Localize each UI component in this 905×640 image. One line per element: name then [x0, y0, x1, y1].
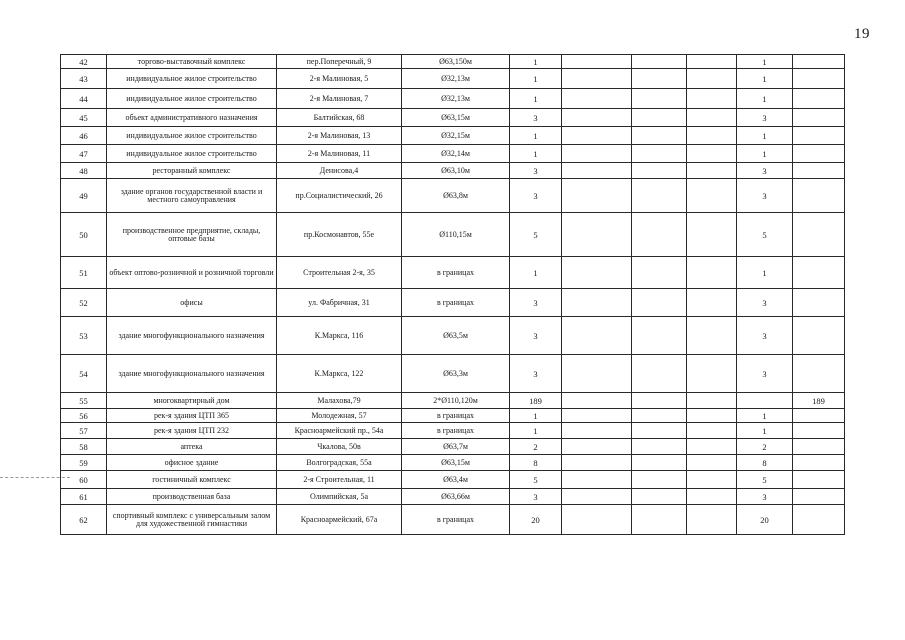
extra-value-cell — [793, 471, 845, 489]
table-row — [61, 127, 845, 145]
address-cell: пр.Космонавтов, 55е — [277, 213, 402, 257]
extra-value-cell — [793, 423, 845, 439]
empty-cell — [687, 89, 737, 109]
address-cell: К.Маркса, 116 — [277, 317, 402, 355]
table-row — [61, 69, 845, 89]
row-number-cell: 55 — [61, 393, 107, 409]
value-cell: 5 — [737, 471, 793, 489]
load-cell: 3 — [510, 317, 562, 355]
empty-cell — [562, 393, 632, 409]
empty-cell — [687, 145, 737, 163]
address-cell: пр.Социалистический, 26 — [277, 179, 402, 213]
object-type-cell: торгово-выставочный комплекс — [107, 55, 277, 69]
extra-value-cell: 189 — [793, 393, 845, 409]
pipe-spec-cell: Ø110,15м — [402, 213, 510, 257]
address-cell: Строительная 2-я, 35 — [277, 257, 402, 289]
row-number-cell: 52 — [61, 289, 107, 317]
pipe-spec-cell: Ø32,14м — [402, 145, 510, 163]
empty-cell — [687, 489, 737, 505]
address-cell: Балтийская, 68 — [277, 109, 402, 127]
pipe-spec-cell: Ø63,66м — [402, 489, 510, 505]
extra-value-cell — [793, 439, 845, 455]
value-cell: 3 — [737, 355, 793, 393]
empty-cell — [632, 317, 687, 355]
row-number-cell: 60 — [61, 471, 107, 489]
load-cell: 1 — [510, 55, 562, 69]
object-type-cell: индивидуальное жилое строительство — [107, 89, 277, 109]
extra-value-cell — [793, 109, 845, 127]
empty-cell — [562, 145, 632, 163]
empty-cell — [562, 257, 632, 289]
row-number-cell: 42 — [61, 55, 107, 69]
pipe-spec-cell: в границах — [402, 409, 510, 423]
table-row — [61, 455, 845, 471]
extra-value-cell — [793, 163, 845, 179]
table-row — [61, 213, 845, 257]
empty-cell — [687, 439, 737, 455]
table-row — [61, 145, 845, 163]
empty-cell — [562, 213, 632, 257]
empty-cell — [562, 163, 632, 179]
pipe-spec-cell: Ø63,5м — [402, 317, 510, 355]
empty-cell — [562, 317, 632, 355]
load-cell: 3 — [510, 289, 562, 317]
object-type-cell: многоквартирный дом — [107, 393, 277, 409]
row-number-cell: 61 — [61, 489, 107, 505]
value-cell: 1 — [737, 89, 793, 109]
object-type-cell: офисы — [107, 289, 277, 317]
empty-cell — [562, 69, 632, 89]
pipe-spec-cell: Ø32,15м — [402, 127, 510, 145]
row-number-cell: 57 — [61, 423, 107, 439]
load-cell: 1 — [510, 409, 562, 423]
extra-value-cell — [793, 55, 845, 69]
object-type-cell: производственное предприятие, склады, оптовые базы — [107, 213, 277, 257]
extra-value-cell — [793, 89, 845, 109]
row-number-cell: 54 — [61, 355, 107, 393]
object-type-cell: рек-я здания ЦТП 232 — [107, 423, 277, 439]
pipe-spec-cell: в границах — [402, 289, 510, 317]
empty-cell — [562, 505, 632, 535]
address-cell: Денисова,4 — [277, 163, 402, 179]
table-row — [61, 163, 845, 179]
load-cell: 189 — [510, 393, 562, 409]
empty-cell — [632, 163, 687, 179]
extra-value-cell — [793, 455, 845, 471]
pipe-spec-cell: Ø32,13м — [402, 69, 510, 89]
address-cell: Молодежная, 57 — [277, 409, 402, 423]
empty-cell — [632, 409, 687, 423]
empty-cell — [687, 69, 737, 89]
object-type-cell: объект административного назначения — [107, 109, 277, 127]
row-number-cell: 43 — [61, 69, 107, 89]
extra-value-cell — [793, 355, 845, 393]
value-cell: 3 — [737, 289, 793, 317]
table-row — [61, 409, 845, 423]
load-cell: 1 — [510, 89, 562, 109]
pipe-spec-cell: Ø63,15м — [402, 455, 510, 471]
table-row — [61, 289, 845, 317]
value-cell: 8 — [737, 455, 793, 471]
object-type-cell: ресторанный комплекс — [107, 163, 277, 179]
address-cell: Красноармейский пр., 54а — [277, 423, 402, 439]
row-number-cell: 49 — [61, 179, 107, 213]
empty-cell — [687, 289, 737, 317]
extra-value-cell — [793, 69, 845, 89]
pipe-spec-cell: Ø63,3м — [402, 355, 510, 393]
empty-cell — [687, 55, 737, 69]
value-cell: 1 — [737, 55, 793, 69]
empty-cell — [687, 179, 737, 213]
empty-cell — [687, 127, 737, 145]
table-row — [61, 109, 845, 127]
pipe-spec-cell: в границах — [402, 423, 510, 439]
table-body — [61, 55, 845, 535]
object-type-cell: индивидуальное жилое строительство — [107, 127, 277, 145]
load-cell: 3 — [510, 109, 562, 127]
address-cell: Чкалова, 50в — [277, 439, 402, 455]
empty-cell — [687, 471, 737, 489]
table-row — [61, 257, 845, 289]
empty-cell — [632, 505, 687, 535]
empty-cell — [562, 455, 632, 471]
extra-value-cell — [793, 257, 845, 289]
value-cell: 1 — [737, 69, 793, 89]
row-number-cell: 47 — [61, 145, 107, 163]
value-cell — [737, 393, 793, 409]
empty-cell — [687, 393, 737, 409]
empty-cell — [687, 257, 737, 289]
table-row — [61, 179, 845, 213]
object-type-cell: здание органов государственной власти и местного самоуправления — [107, 179, 277, 213]
load-cell: 1 — [510, 69, 562, 89]
empty-cell — [632, 489, 687, 505]
empty-cell — [562, 489, 632, 505]
load-cell: 1 — [510, 127, 562, 145]
value-cell: 1 — [737, 423, 793, 439]
extra-value-cell — [793, 489, 845, 505]
extra-value-cell — [793, 409, 845, 423]
empty-cell — [632, 213, 687, 257]
empty-cell — [562, 289, 632, 317]
table-row — [61, 489, 845, 505]
row-number-cell: 58 — [61, 439, 107, 455]
empty-cell — [562, 471, 632, 489]
value-cell: 5 — [737, 213, 793, 257]
value-cell: 3 — [737, 317, 793, 355]
table-row — [61, 471, 845, 489]
extra-value-cell — [793, 289, 845, 317]
pipe-spec-cell: Ø63,8м — [402, 179, 510, 213]
object-type-cell: здание многофункционального назначения — [107, 355, 277, 393]
pipe-spec-cell: 2*Ø110,120м — [402, 393, 510, 409]
load-cell: 3 — [510, 355, 562, 393]
load-cell: 1 — [510, 423, 562, 439]
table-row — [61, 505, 845, 535]
empty-cell — [687, 213, 737, 257]
address-cell: пер.Поперечный, 9 — [277, 55, 402, 69]
row-number-cell: 51 — [61, 257, 107, 289]
load-cell: 8 — [510, 455, 562, 471]
table-row — [61, 393, 845, 409]
table-row — [61, 439, 845, 455]
pipe-spec-cell: в границах — [402, 505, 510, 535]
empty-cell — [632, 55, 687, 69]
empty-cell — [632, 455, 687, 471]
address-cell: Малахова,79 — [277, 393, 402, 409]
empty-cell — [687, 109, 737, 127]
empty-cell — [632, 423, 687, 439]
address-cell: Красноармейский, 67а — [277, 505, 402, 535]
row-number-cell: 44 — [61, 89, 107, 109]
empty-cell — [632, 145, 687, 163]
load-cell: 5 — [510, 471, 562, 489]
value-cell: 2 — [737, 439, 793, 455]
empty-cell — [562, 423, 632, 439]
load-cell: 3 — [510, 489, 562, 505]
empty-cell — [687, 409, 737, 423]
empty-cell — [562, 355, 632, 393]
value-cell: 3 — [737, 163, 793, 179]
pipe-spec-cell: в границах — [402, 257, 510, 289]
object-type-cell: аптека — [107, 439, 277, 455]
object-type-cell: индивидуальное жилое строительство — [107, 145, 277, 163]
empty-cell — [632, 69, 687, 89]
value-cell: 3 — [737, 489, 793, 505]
empty-cell — [562, 127, 632, 145]
load-cell: 2 — [510, 439, 562, 455]
value-cell: 1 — [737, 127, 793, 145]
address-cell: 2-я Малиновая, 11 — [277, 145, 402, 163]
pipe-spec-cell: Ø32,13м — [402, 89, 510, 109]
extra-value-cell — [793, 127, 845, 145]
value-cell: 1 — [737, 409, 793, 423]
pipe-spec-cell: Ø63,7м — [402, 439, 510, 455]
row-number-cell: 59 — [61, 455, 107, 471]
empty-cell — [632, 257, 687, 289]
address-cell: К.Маркса, 122 — [277, 355, 402, 393]
empty-cell — [687, 505, 737, 535]
empty-cell — [632, 89, 687, 109]
table-row — [61, 423, 845, 439]
object-type-cell: индивидуальное жилое строительство — [107, 69, 277, 89]
address-cell: 2-я Строительная, 11 — [277, 471, 402, 489]
empty-cell — [562, 109, 632, 127]
pipe-spec-cell: Ø63,15м — [402, 109, 510, 127]
extra-value-cell — [793, 213, 845, 257]
load-cell: 3 — [510, 163, 562, 179]
object-type-cell: спортивный комплекс с универсальным залом для художественной гимнастики — [107, 505, 277, 535]
empty-cell — [562, 409, 632, 423]
empty-cell — [687, 455, 737, 471]
row-number-cell: 45 — [61, 109, 107, 127]
row-number-cell: 50 — [61, 213, 107, 257]
extra-value-cell — [793, 145, 845, 163]
empty-cell — [632, 127, 687, 145]
page-number: 19 — [854, 26, 870, 42]
empty-cell — [632, 289, 687, 317]
load-cell: 20 — [510, 505, 562, 535]
object-type-cell: офисное здание — [107, 455, 277, 471]
address-cell: 2-я Малиновая, 13 — [277, 127, 402, 145]
pipe-spec-cell: Ø63,150м — [402, 55, 510, 69]
empty-cell — [687, 423, 737, 439]
object-type-cell: объект оптово-розничной и розничной торговли — [107, 257, 277, 289]
address-cell: 2-я Малиновая, 7 — [277, 89, 402, 109]
load-cell: 3 — [510, 179, 562, 213]
row-number-cell: 48 — [61, 163, 107, 179]
data-table — [60, 54, 845, 535]
empty-cell — [687, 317, 737, 355]
load-cell: 1 — [510, 257, 562, 289]
row-number-cell: 46 — [61, 127, 107, 145]
address-cell: 2-я Малиновая, 5 — [277, 69, 402, 89]
address-cell: Олимпийская, 5а — [277, 489, 402, 505]
empty-cell — [562, 179, 632, 213]
load-cell: 5 — [510, 213, 562, 257]
empty-cell — [562, 89, 632, 109]
row-number-cell: 56 — [61, 409, 107, 423]
address-cell: Волгоградская, 55а — [277, 455, 402, 471]
object-type-cell: гостиничный комплекс — [107, 471, 277, 489]
value-cell: 20 — [737, 505, 793, 535]
address-cell: ул. Фабричная, 31 — [277, 289, 402, 317]
object-type-cell: производственная база — [107, 489, 277, 505]
extra-value-cell — [793, 317, 845, 355]
object-type-cell: здание многофункционального назначения — [107, 317, 277, 355]
value-cell: 1 — [737, 257, 793, 289]
empty-cell — [632, 471, 687, 489]
row-number-cell: 62 — [61, 505, 107, 535]
empty-cell — [632, 393, 687, 409]
table-row — [61, 355, 845, 393]
empty-cell — [632, 355, 687, 393]
row-number-cell: 53 — [61, 317, 107, 355]
extra-value-cell — [793, 179, 845, 213]
load-cell: 1 — [510, 145, 562, 163]
empty-cell — [687, 355, 737, 393]
pipe-spec-cell: Ø63,4м — [402, 471, 510, 489]
extra-value-cell — [793, 505, 845, 535]
value-cell: 3 — [737, 179, 793, 213]
value-cell: 3 — [737, 109, 793, 127]
empty-cell — [562, 55, 632, 69]
empty-cell — [562, 439, 632, 455]
value-cell: 1 — [737, 145, 793, 163]
pipe-spec-cell: Ø63,10м — [402, 163, 510, 179]
table-row — [61, 89, 845, 109]
empty-cell — [632, 439, 687, 455]
table-row — [61, 55, 845, 69]
empty-cell — [632, 109, 687, 127]
empty-cell — [687, 163, 737, 179]
object-type-cell: рек-я здания ЦТП 365 — [107, 409, 277, 423]
table-row — [61, 317, 845, 355]
empty-cell — [632, 179, 687, 213]
